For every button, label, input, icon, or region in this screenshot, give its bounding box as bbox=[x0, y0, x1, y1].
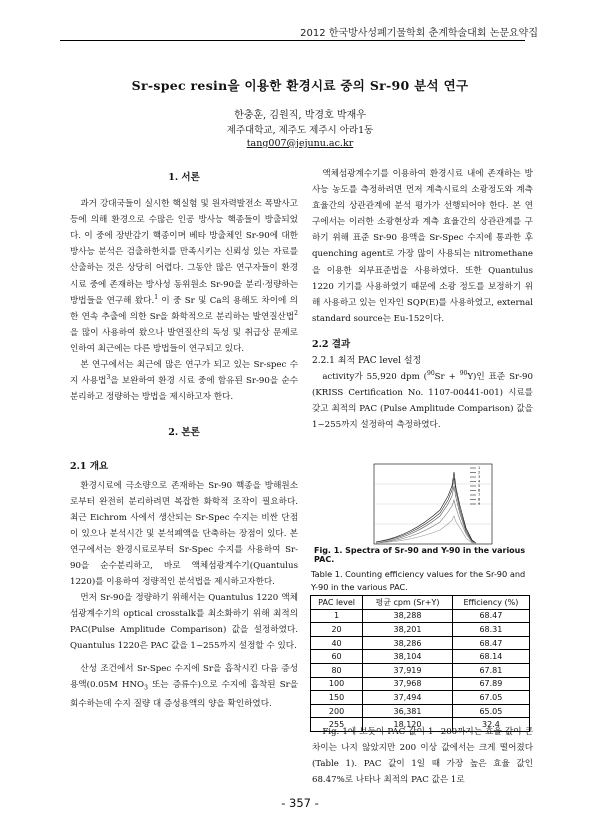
table-cell: 38,201 bbox=[363, 623, 453, 637]
table-cell: 36,381 bbox=[363, 704, 453, 718]
affiliation: 제주대학교, 제주도 제주시 아라1동 bbox=[226, 125, 374, 136]
right-column bbox=[312, 166, 533, 434]
legend-label: 1 bbox=[478, 466, 481, 471]
table-caption: Table 1. Counting efficiency values for the Sr-90 and Y-90 in the various PAC. bbox=[311, 569, 526, 592]
table-cell: 67.81 bbox=[452, 663, 529, 677]
legend-label: 5 bbox=[478, 484, 481, 489]
table-cell: 37,494 bbox=[363, 691, 453, 705]
table-header-row bbox=[311, 596, 530, 610]
intro-paragraph-1: 과거 강대국들이 실시한 핵실험 및 원자력발전소 폭발사고 등에 의해 환경으로 수많은 인공 방사능 핵종들이 방출되었다. 이 중에 장반감기 핵종이며 베타 방출체인 Sr-90에 대한 방사능 분석은 검출하한치를 만족시키는 신뢰성 있는 자료를 산출하는 것은 상당히 어렵다. 그동안 많은 연구자들이 환경 시료 중에 존재하는 방사성 동위원소 Sr-90을 분리·정량하는 방법들을 연구해 왔다.$^1$ 이 중 Sr 및 Ca의 용해도 차이에 의한 연속 추출에 의한 Sr을 화학적으로 분리하는 발연질산법$^2$을 많이 사용하여 왔으나 발연질산의 독성 및 취급상 문제로 인하여 최근에는 다른 방법들이 연구되고 있다. bbox=[70, 199, 298, 354]
section-2-heading: 2. 본론 bbox=[168, 427, 200, 439]
page-number: - 357 - bbox=[281, 796, 319, 810]
table-cell: 40 bbox=[311, 636, 363, 650]
overview-paragraph-2: 먼저 Sr-90을 정량하기 위해서는 Quantulus 1220 액체섬광계수기의 optical crosstalk를 최소화하기 위해 최적의 PAC(Pulse Amplitude Comparison) 값을 설정하였다. Quantulus 1220은 PAC 값을 1~255까지 설정할 수 있다. bbox=[70, 593, 298, 652]
quench-paragraph: 액체섬광계수기를 이용하여 환경시료 내에 존재하는 방사능 농도를 측정하려면 먼저 계측시료의 소광정도와 계측효율간의 상관관계에 분석 평가가 선행되어야 한다. 본 연구에서는 이러한 소광현상과 계측 효율간의 상관관계를 구하기 위해 표준 Sr-90 용액을 Sr-Spec 수지에 통과한 후 quenching agent로 가장 많이 사용되는 nitromethane을 이용한 외부표준법을 사용하였다. 또한 Quantulus 1220 기기를 사용하였기 때문에 소광 정도를 보정하기 위해 사용하고 있는 인자인 SQP(E)를 사용하였고, external standard source는 Eu-152이다. bbox=[312, 169, 533, 324]
table-cell: 38,286 bbox=[363, 636, 453, 650]
result-paragraph: Fig. 1에 보듯이 PAC 값이 1~200까지는 효율 값이 큰 차이는 나지 않았지만 200 이상 값에서는 크게 떨어졌다(Table 1). PAC 값이 1일 때 가장 높은 효율 값인 68.47%로 나타나 최적의 PAC 값은 1로 bbox=[312, 727, 533, 786]
legend-label: 8 bbox=[478, 497, 481, 502]
activity-paragraph: activity가 55,920 dpm ($^{90}$Sr + $^{90}$Y)인 표준 Sr-90 (KRISS Certification No. 1107-00441-001) 시료를 갖고 최적의 PAC (Pulse Amplitude Comparison) 값을 1~255까지 설정하여 측정하였다. bbox=[312, 370, 533, 431]
running-head: 2012 한국방사성폐기물학회 춘계학술대회 논문요약집 bbox=[300, 28, 538, 39]
table-cell: 200 bbox=[311, 704, 363, 718]
table-row bbox=[311, 650, 530, 664]
paper-title: Sr-spec resin을 이용한 환경시료 중의 Sr-90 분석 연구 bbox=[131, 78, 469, 93]
table-row bbox=[311, 677, 530, 691]
table-row bbox=[311, 663, 530, 677]
legend-label: 9 bbox=[478, 502, 481, 507]
table-cell: 68.47 bbox=[452, 609, 529, 623]
intro-paragraph-2: 본 연구에서는 최근에 많은 연구가 되고 있는 Sr-spec 수지 사용법$^3$을 보완하여 환경 시료 중에 함유된 Sr-90을 순수 분리하고 정량하는 방법을 제시하고자 한다. bbox=[70, 360, 298, 403]
table-cell: 20 bbox=[311, 623, 363, 637]
table-cell: 67.89 bbox=[452, 677, 529, 691]
table-cell: 38,104 bbox=[363, 650, 453, 664]
table-row bbox=[311, 691, 530, 705]
table-cell: 150 bbox=[311, 691, 363, 705]
legend-label: 4 bbox=[478, 479, 481, 484]
left-column bbox=[70, 170, 298, 713]
table-row bbox=[311, 623, 530, 637]
legend-label: 3 bbox=[478, 475, 481, 480]
section-2-2-1-heading: 2.2.1 최적 PAC level 설정 bbox=[312, 356, 422, 367]
legend-label: 7 bbox=[478, 493, 481, 498]
table-cell: 37,919 bbox=[363, 663, 453, 677]
overview-paragraph-3: 산성 조건에서 Sr-Spec 수지에 Sr을 흡착시킨 다음 증성용액(0.05M $HNO_3$ 또는 증류수)으로 수지에 흡착된 Sr을 회수하는데 수지 질량 대 증성용액의 양을 확인하였다. bbox=[70, 663, 298, 710]
header-rule bbox=[60, 40, 525, 41]
table-cell: 255 bbox=[311, 718, 363, 732]
legend-label: 2 bbox=[478, 470, 481, 475]
table-cell: 68.14 bbox=[452, 650, 529, 664]
overview-paragraph-1: 환경시료에 극소량으로 존재하는 Sr-90 핵종을 방해원소로부터 완전히 분리하려면 복잡한 화학적 조작이 필요하다. 최근 Eichrom 사에서 생산되는 Sr-Spec 수지는 비싼 단점이 있으나 분석시간 및 분석폐액을 단축하는 장점이 있다. 본 연구에서는 환경시료로부터 Sr-Spec 수지를 사용하여 Sr-90을 순수분리하고, 바로 액체섬광계수기(Quantulus 1220)를 이용하여 정량적인 분석법을 제시하고자한다. bbox=[70, 480, 298, 588]
table-cell: 67.05 bbox=[452, 691, 529, 705]
section-2-1-heading: 2.1 개요 bbox=[70, 461, 109, 473]
table-cell: 100 bbox=[311, 677, 363, 691]
table-cell: 38,288 bbox=[363, 609, 453, 623]
table-row bbox=[311, 636, 530, 650]
table-cell: 80 bbox=[311, 663, 363, 677]
figure-caption: Fig. 1. Spectra of Sr-90 and Y-90 in the various PAC. bbox=[314, 546, 526, 564]
table-cell: 65.05 bbox=[452, 704, 529, 718]
table-header-cell: Efficiency (%) bbox=[452, 596, 529, 610]
authors: 한충훈, 김원직, 박경호 박재우 bbox=[234, 110, 366, 121]
result-paragraph-block bbox=[312, 724, 533, 788]
table-cell: 32.4 bbox=[452, 718, 529, 732]
table-cell: 18,120 bbox=[363, 718, 453, 732]
table-cell: 37,968 bbox=[363, 677, 453, 691]
table-header-cell: PAC level bbox=[311, 596, 363, 610]
table-cell: 1 bbox=[311, 609, 363, 623]
legend-label: 6 bbox=[478, 488, 481, 493]
table-row bbox=[311, 704, 530, 718]
section-1-heading: 1. 서론 bbox=[168, 172, 200, 183]
author-email[interactable]: tang007@jejunu.ac.kr bbox=[246, 138, 354, 149]
section-2-2-heading: 2.2 결과 bbox=[312, 338, 351, 350]
table-row bbox=[311, 609, 530, 623]
table-cell: 68.31 bbox=[452, 623, 529, 637]
table-cell: 68.47 bbox=[452, 636, 529, 650]
efficiency-table bbox=[310, 595, 530, 732]
table-cell: 60 bbox=[311, 650, 363, 664]
table-header-cell: 평균 cpm (Sr+Y) bbox=[363, 596, 453, 610]
